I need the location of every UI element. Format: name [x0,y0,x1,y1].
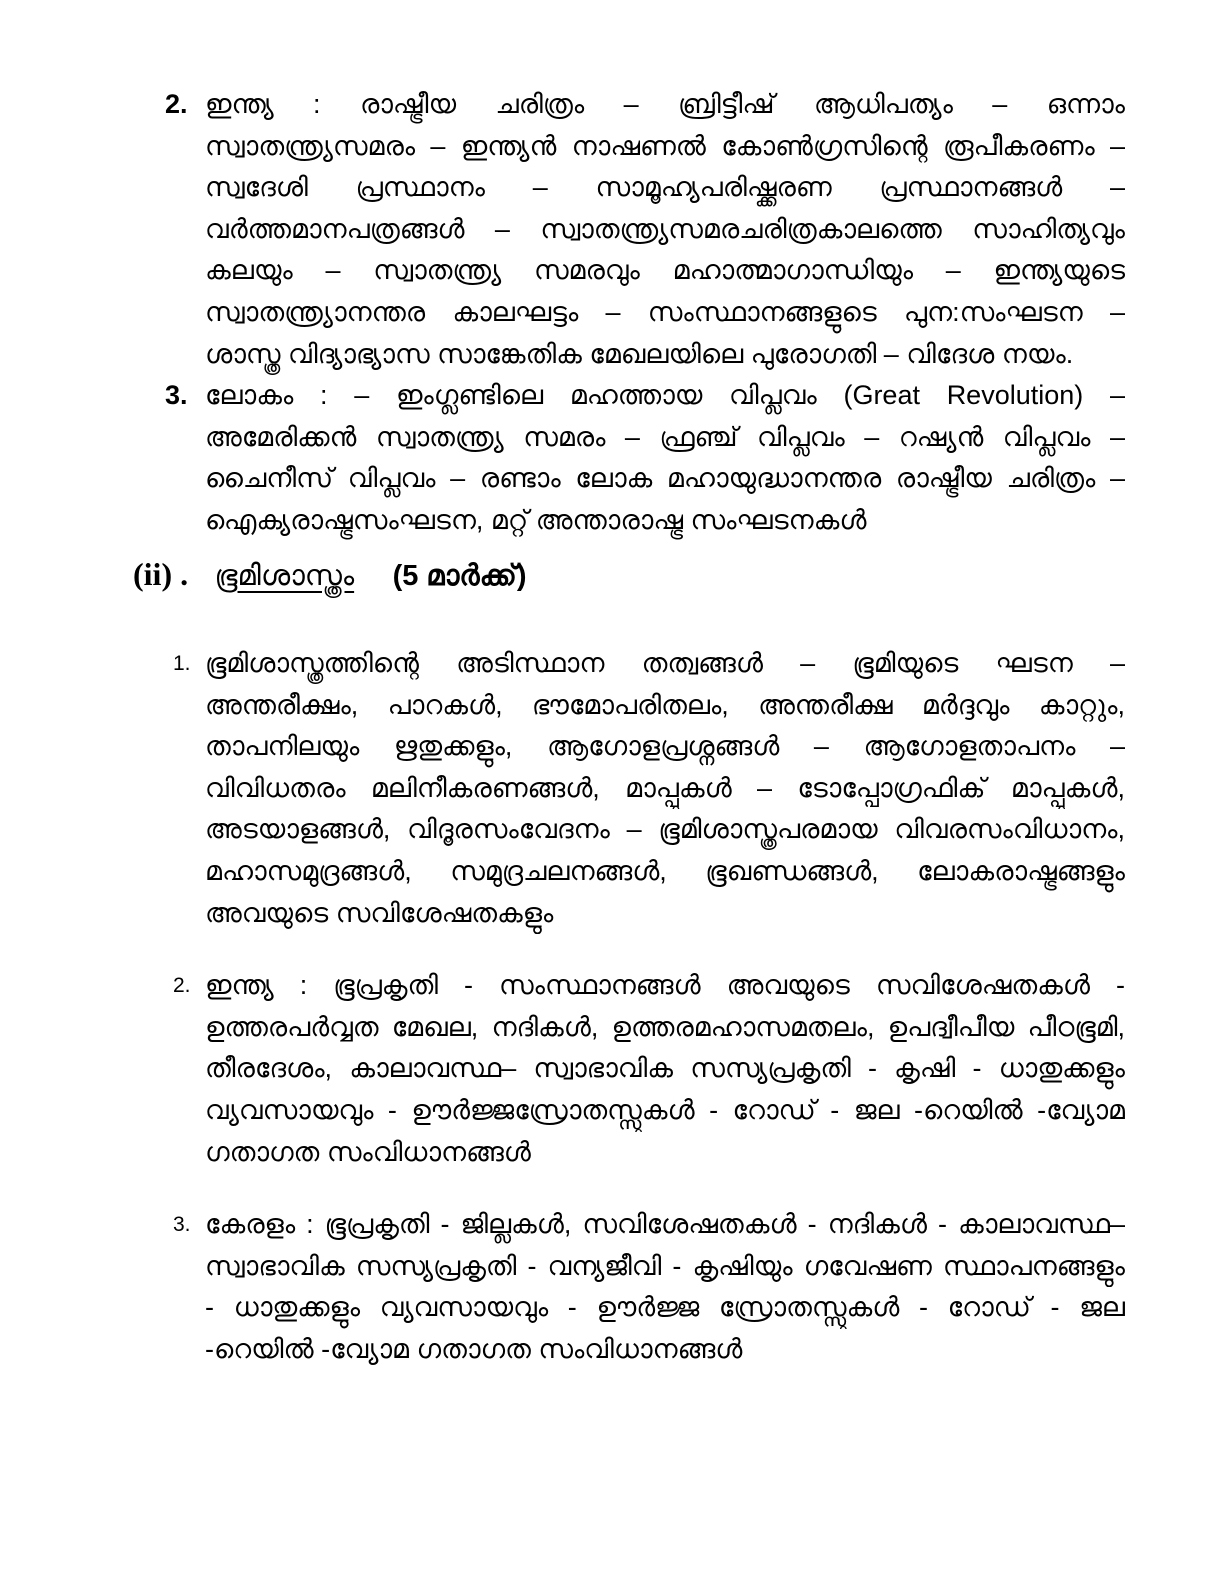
list-item [165,1204,1125,1370]
text-line: കേരളം : ഭൂപ്രകൃതി - ജില്ലകൾ, സവിശേഷതകൾ - നദികൾ - കാലാവസ്ഥ– [205,1209,1125,1240]
text-line: ഐക്യരാഷ്ട്രസംഘടന, മറ്റ് അന്താരാഷ്ട്ര സംഘടനകൾ [205,504,867,535]
text-line: വിവിധതരം മലിനീകരണങ്ങൾ, മാപ്പുകൾ – ടോപ്പോഗ്രഫിക് മാപ്പുകൾ, [205,772,1125,803]
text-line: - ധാതുക്കളും വ്യവസായവും - ഊർജ്ജ സ്രോതസ്സുകൾ - റോഡ് - ജല [205,1292,1125,1323]
text-line: സ്വാതന്ത്ര്യാനന്തര കാലഘട്ടം – സംസ്ഥാനങ്ങളുടെ പുന:സംഘടന – [205,296,1125,327]
text-line: ചൈനീസ് വിപ്ലവം – രണ്ടാം ലോക മഹായുദ്ധാനന്തര രാഷ്ട്രീയ ചരിത്രം – [205,463,1125,494]
section-history-items [165,84,1125,542]
text-line: ലോകം : – ഇംഗ്ലണ്ടിലെ മഹത്തായ വിപ്ലവം (Great Revolution) – [205,380,1125,411]
heading-title: ഭൂമിശാസ്ത്രം [214,560,355,592]
list-item [165,375,1125,541]
item-number: 3. [173,1213,191,1237]
text-line: ഇന്ത്യ : ഭൂപ്രകൃതി - സംസ്ഥാനങ്ങൾ അവയുടെ സവിശേഷതകൾ - [205,970,1125,1001]
list-item [165,84,1125,375]
text-line: വർത്തമാനപത്രങ്ങൾ – സ്വാതന്ത്ര്യസമരചരിത്രകാലത്തെ സാഹിത്യവും [205,213,1125,244]
text-line: -റെയിൽ -വ്യോമ ഗതാഗത സംവിധാനങ്ങൾ [205,1333,743,1364]
list-item [165,643,1125,934]
text-line: ശാസ്ത്ര വിദ്യാഭ്യാസ സാങ്കേതിക മേഖലയിലെ പുരോഗതി – വിദേശ നയം. [205,338,1074,369]
text-line: താപനിലയും ഋതുക്കളും, ആഗോളപ്രശ്നങ്ങൾ – ആഗോളതാപനം – [205,731,1125,762]
text-line: സ്വാതന്ത്ര്യസമരം – ഇന്ത്യൻ നാഷണൽ കോൺഗ്രസിന്റെ രൂപീകരണം – [205,130,1125,161]
text-line: അന്തരീക്ഷം, പാറകൾ, ഭൗമോപരിതലം, അന്തരീക്ഷ മർദ്ദവും കാറ്റും, [205,689,1125,720]
item-number: 3. [165,380,188,411]
heading-marks: (5 മാർക്ക്) [392,560,527,592]
item-number: 1. [173,652,191,675]
item-number: 2. [173,974,191,998]
section-heading-geography [133,556,1033,593]
text-line: കലയും – സ്വാതന്ത്ര്യ സമരവും മഹാത്മാഗാന്ധിയും – ഇന്ത്യയുടെ [205,255,1125,286]
text-line: ഇന്ത്യ : രാഷ്ട്രീയ ചരിത്രം – ബ്രിട്ടീഷ് ആധിപത്യം – ഒന്നാം [205,89,1125,119]
text-line: ഗതാഗത സംവിധാനങ്ങൾ [205,1136,531,1167]
item-number: 2. [165,89,188,119]
text-line: തീരദേശം, കാലാവസ്ഥ– സ്വാഭാവിക സസ്യപ്രകൃതി - കൃഷി - ധാതുക്കളും [205,1053,1125,1084]
section-geography-items [165,643,1125,1371]
text-line: ഭൂമിശാസ്ത്രത്തിന്റെ അടിസ്ഥാന തത്വങ്ങൾ – ഭൂമിയുടെ ഘടന – [205,648,1125,678]
text-line: അടയാളങ്ങൾ, വിദൂരസംവേദനം – ഭൂമിശാസ്ത്രപരമായ വിവരസംവിധാനം, [205,814,1125,845]
text-line: സ്വദേശി പ്രസ്ഥാനം – സാമൂഹ്യപരിഷ്ക്കരണ പ്രസ്ഥാനങ്ങൾ – [205,172,1125,203]
text-line: മഹാസമുദ്രങ്ങൾ, സമുദ്രചലനങ്ങൾ, ഭൂഖണ്ഡങ്ങൾ, ലോകരാഷ്ട്രങ്ങളും [205,855,1125,886]
text-line: അവയുടെ സവിശേഷതകളും [205,897,554,928]
text-line: ഉത്തരപർവ്വത മേഖല, നദികൾ, ഉത്തരമഹാസമതലം, ഉപദ്വീപീയ പീഠഭൂമി, [205,1011,1125,1042]
heading-index: (ii) . [133,556,189,592]
list-item [165,965,1125,1173]
text-line: സ്വാഭാവിക സസ്യപ്രകൃതി - വന്യജീവി - കൃഷിയും ഗവേഷണ സ്ഥാപനങ്ങളും [205,1250,1125,1281]
text-line: അമേരിക്കൻ സ്വാതന്ത്ര്യ സമരം – ഫ്രഞ്ച് വിപ്ലവം – റഷ്യൻ വിപ്ലവം – [205,421,1125,452]
text-line: വ്യവസായവും - ഊർജ്ജസ്രോതസ്സുകൾ - റോഡ് - ജല -റെയിൽ -വ്യോമ [205,1094,1125,1125]
